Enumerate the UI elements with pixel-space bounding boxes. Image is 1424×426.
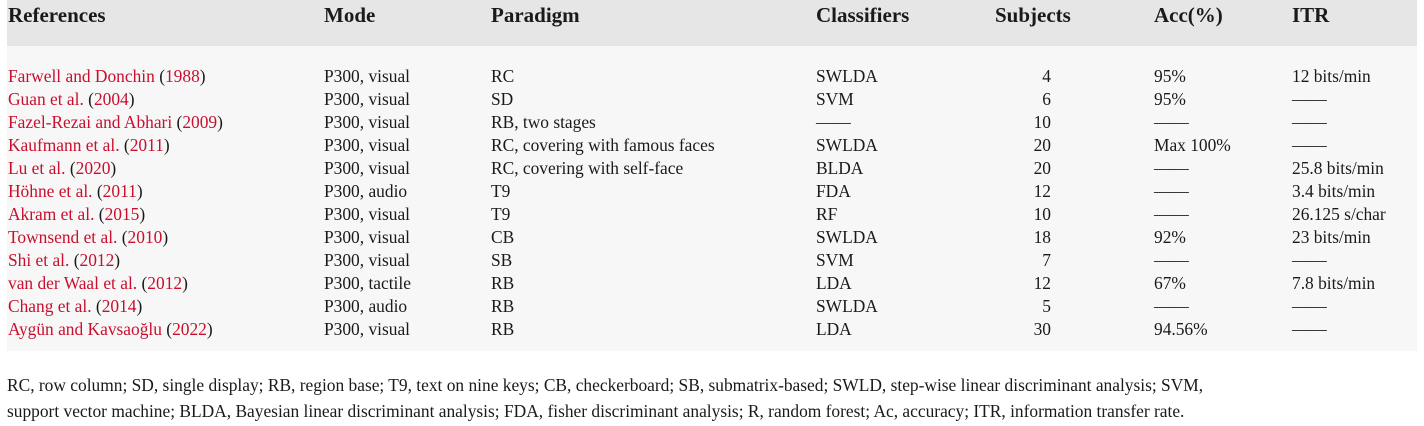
reference-year-link[interactable]: 2011 — [102, 181, 137, 201]
reference-author-link[interactable]: Farwell and Donchin — [8, 66, 155, 86]
reference-cell — [8, 249, 120, 272]
mode-cell: P300, visual — [324, 66, 410, 86]
reference-paren-open: ( — [166, 319, 173, 339]
reference-paren-close: ) — [163, 135, 170, 155]
paradigm-cell: RB — [491, 296, 515, 316]
reference-author-link[interactable]: Townsend et al. — [8, 227, 118, 247]
table-footnote — [7, 372, 1417, 424]
accuracy-cell: —— — [1154, 250, 1189, 270]
paradigm-cell: RB — [491, 319, 515, 339]
reference-cell — [8, 318, 213, 341]
reference-paren-open: ( — [141, 273, 148, 293]
reference-author-link[interactable]: Chang et al. — [8, 296, 92, 316]
classifier-cell: SVM — [816, 89, 854, 109]
subjects-cell: 4 — [1042, 66, 1051, 86]
reference-year-link[interactable]: 2009 — [182, 112, 218, 132]
reference-year-link[interactable]: 2022 — [172, 319, 207, 339]
subjects-cell: 5 — [1042, 296, 1051, 316]
subjects-cell: 20 — [1033, 158, 1051, 178]
reference-paren-open: ( — [69, 158, 76, 178]
header-itr: ITR — [1292, 3, 1330, 27]
reference-year-link[interactable]: 2012 — [79, 250, 115, 270]
reference-cell — [8, 88, 135, 111]
itr-cell: 23 bits/min — [1292, 227, 1371, 247]
reference-cell — [8, 226, 168, 249]
reference-cell — [8, 134, 170, 157]
subjects-cell: 30 — [1033, 319, 1051, 339]
classifier-cell: SWLDA — [816, 135, 878, 155]
reference-paren-close: ) — [128, 89, 135, 109]
reference-paren-close: ) — [206, 319, 213, 339]
classifier-cell: LDA — [816, 273, 852, 293]
table-row — [0, 180, 1424, 203]
itr-cell: 3.4 bits/min — [1292, 181, 1376, 201]
paradigm-cell: SD — [491, 89, 514, 109]
mode-cell: P300, visual — [324, 135, 410, 155]
reference-paren-close: ) — [136, 296, 143, 316]
classifier-cell: SWLDA — [816, 296, 878, 316]
reference-cell — [8, 203, 145, 226]
subjects-cell: 10 — [1033, 112, 1051, 132]
subjects-cell: 10 — [1033, 204, 1051, 224]
table-row — [0, 157, 1424, 180]
header-classifiers: Classifiers — [816, 3, 910, 27]
reference-paren-open: ( — [123, 135, 130, 155]
classifier-cell: BLDA — [816, 158, 864, 178]
mode-cell: P300, tactile — [324, 273, 411, 293]
itr-cell: 26.125 s/char — [1292, 204, 1386, 224]
paradigm-cell: RC, covering with self-face — [491, 158, 684, 178]
reference-author-link[interactable]: Lu et al. — [8, 158, 66, 178]
reference-cell — [8, 157, 116, 180]
classifier-cell: SWLDA — [816, 227, 878, 247]
mode-cell: P300, audio — [324, 181, 408, 201]
accuracy-cell: —— — [1154, 112, 1189, 132]
table-row — [0, 249, 1424, 272]
reference-author-link[interactable]: Kaufmann et al. — [8, 135, 120, 155]
table-row — [0, 295, 1424, 318]
header-mode: Mode — [324, 3, 376, 27]
reference-author-link[interactable]: Fazel-Rezai and Abhari — [8, 112, 173, 132]
reference-paren-open: ( — [159, 66, 165, 86]
reference-author-link[interactable]: Akram et al. — [8, 204, 95, 224]
classifier-cell: LDA — [816, 319, 852, 339]
reference-paren-close: ) — [217, 112, 223, 132]
header-acc: Acc(%) — [1154, 3, 1223, 27]
table-row — [0, 65, 1424, 88]
reference-cell — [8, 111, 223, 134]
subjects-cell: 12 — [1033, 181, 1051, 201]
table-row — [0, 111, 1424, 134]
reference-paren-open: ( — [176, 112, 183, 132]
reference-paren-close: ) — [199, 66, 206, 86]
header-subjects: Subjects — [995, 3, 1071, 27]
paradigm-cell: SB — [491, 250, 513, 270]
reference-cell — [8, 65, 206, 88]
itr-cell: 12 bits/min — [1292, 66, 1371, 86]
table-row — [0, 226, 1424, 249]
table-row — [0, 88, 1424, 111]
reference-paren-open: ( — [98, 204, 105, 224]
reference-paren-open: ( — [96, 181, 103, 201]
itr-cell: —— — [1292, 250, 1327, 270]
reference-year-link[interactable]: 2015 — [104, 204, 140, 224]
accuracy-cell: 95% — [1154, 89, 1186, 109]
reference-paren-close: ) — [110, 158, 117, 178]
mode-cell: P300, visual — [324, 227, 410, 247]
mode-cell: P300, visual — [324, 112, 410, 132]
accuracy-cell: 95% — [1154, 66, 1186, 86]
accuracy-cell: —— — [1154, 158, 1189, 178]
itr-cell: —— — [1292, 296, 1327, 316]
classifier-cell: —— — [816, 112, 851, 132]
itr-cell: —— — [1292, 135, 1327, 155]
reference-author-link[interactable]: Höhne et al. — [8, 181, 93, 201]
subjects-cell: 12 — [1033, 273, 1051, 293]
classifier-cell: SVM — [816, 250, 854, 270]
classifier-cell: RF — [816, 204, 838, 224]
accuracy-cell: —— — [1154, 296, 1189, 316]
reference-paren-open: ( — [121, 227, 128, 247]
reference-paren-close: ) — [162, 227, 169, 247]
reference-year-link[interactable]: 2014 — [101, 296, 137, 316]
reference-year-link[interactable]: 1988 — [164, 66, 200, 86]
itr-cell: 7.8 bits/min — [1292, 273, 1376, 293]
reference-paren-open: ( — [73, 250, 80, 270]
paradigm-cell: T9 — [491, 204, 511, 224]
reference-cell — [8, 272, 188, 295]
itr-cell: 25.8 bits/min — [1292, 158, 1384, 178]
subjects-cell: 7 — [1042, 250, 1051, 270]
header-paradigm: Paradigm — [491, 3, 580, 27]
table-header-row — [0, 0, 1424, 27]
table-row — [0, 134, 1424, 157]
reference-author-link[interactable]: Aygün and Kavsaoğlu — [8, 319, 162, 339]
reference-year-link[interactable]: 2012 — [147, 273, 183, 293]
classifier-cell: SWLDA — [816, 66, 878, 86]
reference-year-link[interactable]: 2004 — [93, 89, 129, 109]
paradigm-cell: RC, covering with famous faces — [491, 135, 715, 155]
accuracy-cell: —— — [1154, 204, 1189, 224]
mode-cell: P300, audio — [324, 296, 408, 316]
reference-author-link[interactable]: van der Waal et al. — [8, 273, 138, 293]
mode-cell: P300, visual — [324, 89, 410, 109]
footnote-line-1: RC, row column; SD, single display; RB, region base; T9, text on nine keys; CB, checkerboard; SB, submatrix-based; SWLD, step-wise linear discriminant analysis; SVM, — [7, 375, 1204, 395]
accuracy-cell: 67% — [1154, 273, 1186, 293]
reference-cell — [8, 295, 142, 318]
table-row — [0, 203, 1424, 226]
header-references: References — [8, 3, 106, 27]
reference-paren-close: ) — [136, 181, 143, 201]
reference-year-link[interactable]: 2010 — [127, 227, 163, 247]
subjects-cell: 18 — [1033, 227, 1051, 247]
itr-cell: —— — [1292, 319, 1327, 339]
reference-author-link[interactable]: Shi et al. — [8, 250, 70, 270]
reference-paren-close: ) — [182, 273, 188, 293]
mode-cell: P300, visual — [324, 204, 410, 224]
accuracy-cell: —— — [1154, 181, 1189, 201]
reference-year-link[interactable]: 2020 — [75, 158, 111, 178]
reference-paren-open: ( — [88, 89, 94, 109]
table-row — [0, 318, 1424, 341]
reference-author-link[interactable]: Guan et al. — [8, 89, 84, 109]
paradigm-cell: RB — [491, 273, 515, 293]
footnote-line-2: support vector machine; BLDA, Bayesian linear discriminant analysis; FDA, fisher discriminant analysis; R, random forest; Ac, accuracy; ITR, information transfer rate. — [7, 401, 1185, 421]
reference-paren-close: ) — [139, 204, 146, 224]
reference-cell — [8, 180, 143, 203]
paradigm-cell: T9 — [491, 181, 511, 201]
itr-cell: —— — [1292, 112, 1327, 132]
subjects-cell: 6 — [1042, 89, 1051, 109]
accuracy-cell: 94.56% — [1154, 319, 1208, 339]
table-row — [0, 272, 1424, 295]
reference-paren-close: ) — [114, 250, 121, 270]
classifier-cell: FDA — [816, 181, 851, 201]
paradigm-cell: RB, two stages — [491, 112, 596, 132]
accuracy-cell: Max 100% — [1154, 135, 1231, 155]
itr-cell: —— — [1292, 89, 1327, 109]
accuracy-cell: 92% — [1154, 227, 1186, 247]
reference-year-link[interactable]: 2011 — [129, 135, 164, 155]
reference-paren-open: ( — [95, 296, 102, 316]
mode-cell: P300, visual — [324, 250, 410, 270]
mode-cell: P300, visual — [324, 158, 410, 178]
subjects-cell: 20 — [1033, 135, 1051, 155]
paradigm-cell: CB — [491, 227, 515, 247]
paradigm-cell: RC — [491, 66, 515, 86]
mode-cell: P300, visual — [324, 319, 410, 339]
